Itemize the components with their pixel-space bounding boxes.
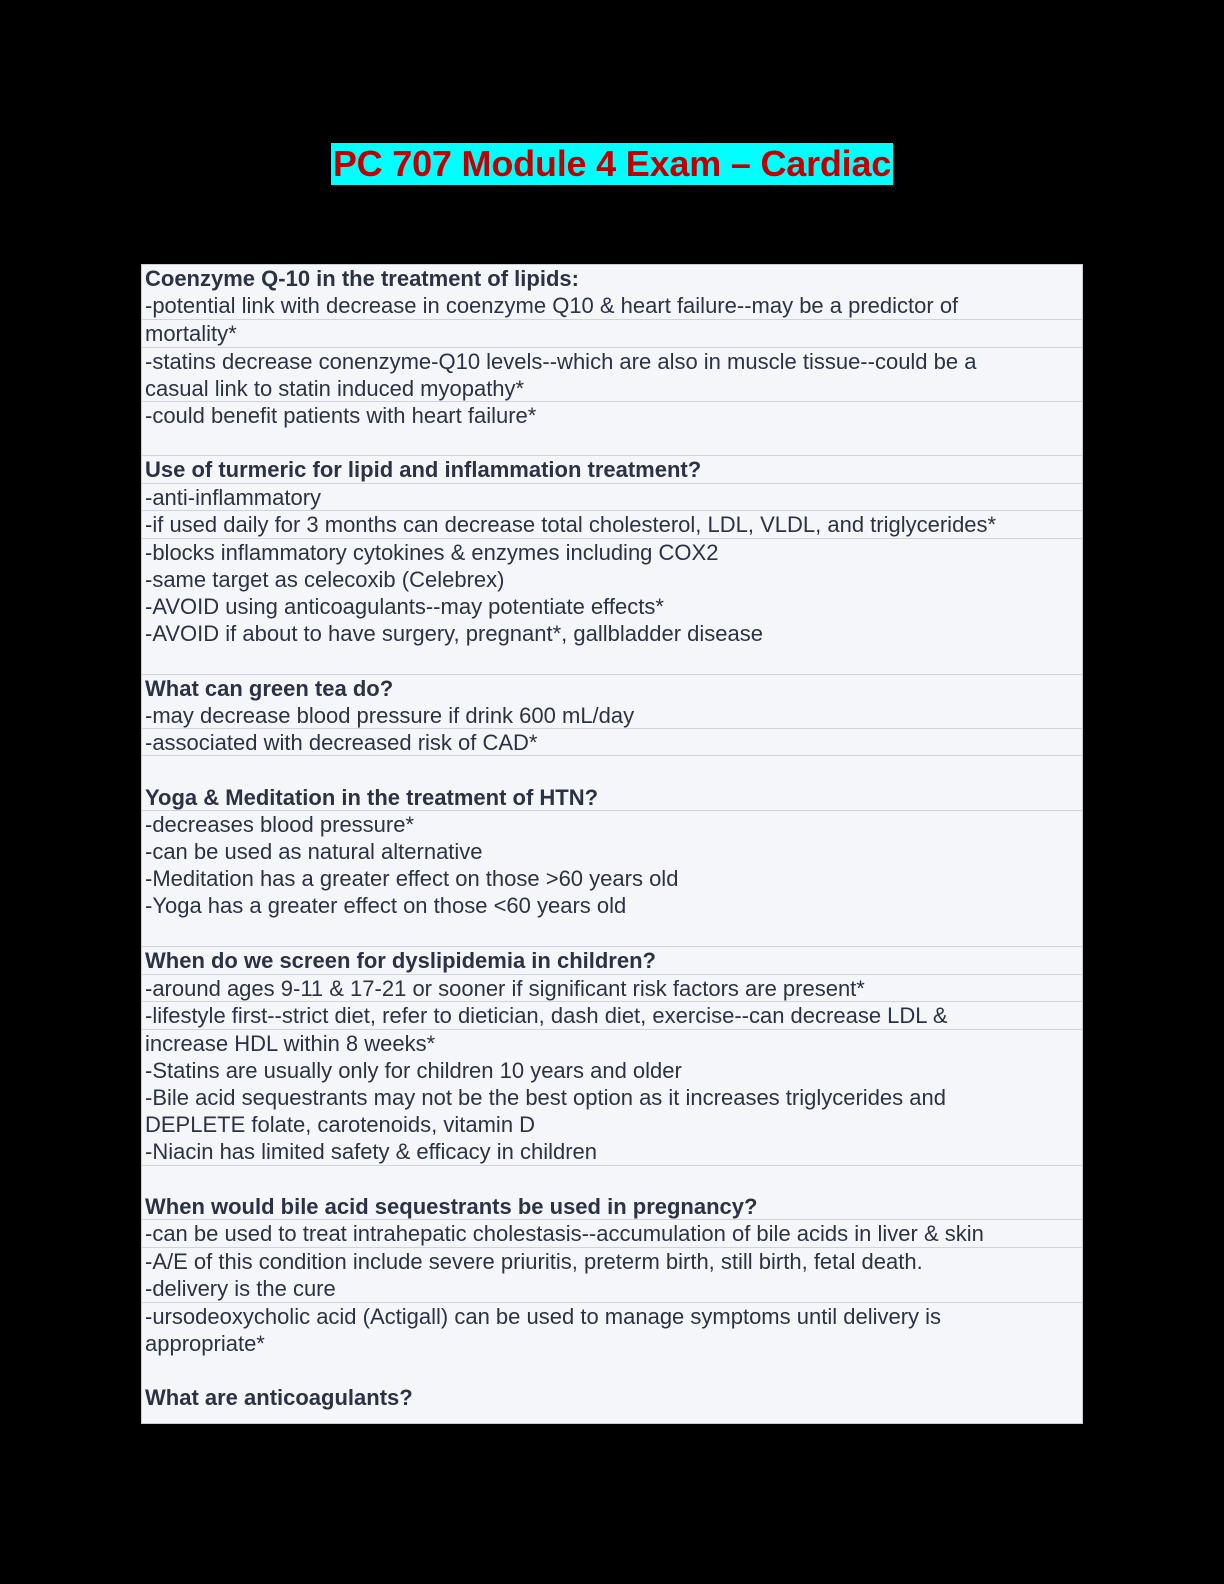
- title-wrap: [0, 143, 1224, 185]
- sheet-row: [142, 347, 1082, 401]
- sheet-row: [142, 1247, 1082, 1302]
- section-line: -associated with decreased risk of CAD*: [145, 730, 538, 755]
- section-line: -AVOID using anticoagulants--may potentiate effects*: [145, 594, 664, 619]
- section-line: -decreases blood pressure*: [145, 812, 415, 837]
- section-line: -A/E of this condition include severe priuritis, preterm birth, still birth, fetal death.: [145, 1249, 923, 1274]
- section-heading: When would bile acid sequestrants be used in pregnancy?: [145, 1194, 758, 1219]
- sheet-row: [142, 319, 1082, 347]
- sheet-row: [142, 1029, 1082, 1165]
- section-line: -Yoga has a greater effect on those <60 years old: [145, 893, 627, 918]
- sheet-row: [142, 455, 1082, 483]
- section-line: -delivery is the cure: [145, 1276, 336, 1301]
- section-heading: When do we screen for dyslipidemia in children?: [145, 948, 656, 973]
- sheet-row: [142, 946, 1082, 974]
- section-heading: What are anticoagulants?: [145, 1385, 413, 1410]
- sheet-row: [142, 510, 1082, 538]
- document-title: PC 707 Module 4 Exam – Cardiac: [332, 143, 892, 184]
- section-line: -ursodeoxycholic acid (Actigall) can be used to manage symptoms until delivery is: [145, 1304, 942, 1329]
- section-line: DEPLETE folate, carotenoids, vitamin D: [145, 1112, 536, 1137]
- sheet-row: [142, 1219, 1082, 1247]
- sheet-row: [142, 1165, 1082, 1219]
- section-line: -lifestyle first--strict diet, refer to dietician, dash diet, exercise--can decrease LDL &: [145, 1003, 948, 1028]
- section-line: -anti-inflammatory: [145, 485, 322, 510]
- section-line: -AVOID if about to have surgery, pregnant*, gallbladder disease: [145, 621, 763, 646]
- sheet-row: [142, 728, 1082, 755]
- section-line: appropriate*: [145, 1331, 265, 1356]
- section-line: -if used daily for 3 months can decrease total cholesterol, LDL, VLDL, and triglycerides*: [145, 512, 997, 537]
- section-line: -Niacin has limited safety & efficacy in children: [145, 1139, 598, 1164]
- section-line: -may decrease blood pressure if drink 600 mL/day: [145, 703, 635, 728]
- section-line: -Statins are usually only for children 10 years and older: [145, 1058, 682, 1083]
- section-heading: Use of turmeric for lipid and inflammation treatment?: [145, 457, 702, 482]
- sheet-row: [142, 265, 1082, 319]
- sheet-row: [142, 810, 1082, 946]
- section-line: -same target as celecoxib (Celebrex): [145, 567, 505, 592]
- section-line: -statins decrease conenzyme-Q10 levels--which are also in muscle tissue--could be a: [145, 349, 977, 374]
- section-heading: What can green tea do?: [145, 676, 394, 701]
- section-line: -could benefit patients with heart failure*: [145, 403, 537, 428]
- section-heading: Yoga & Meditation in the treatment of HTN?: [145, 785, 599, 810]
- section-line: -Bile acid sequestrants may not be the best option as it increases triglycerides and: [145, 1085, 946, 1110]
- section-line: -can be used as natural alternative: [145, 839, 483, 864]
- section-line: -blocks inflammatory cytokines & enzymes including COX2: [145, 540, 719, 565]
- section-heading: Coenzyme Q-10 in the treatment of lipids:: [145, 266, 579, 291]
- section-line: -Meditation has a greater effect on those >60 years old: [145, 866, 679, 891]
- section-line: mortality*: [145, 321, 237, 346]
- section-line: -potential link with decrease in coenzyme Q10 & heart failure--may be a predictor of: [145, 293, 959, 318]
- sheet-row: [142, 974, 1082, 1001]
- section-line: -around ages 9-11 & 17-21 or sooner if significant risk factors are present*: [145, 976, 865, 1001]
- section-line: -can be used to treat intrahepatic cholestasis--accumulation of bile acids in liver & skin: [145, 1221, 984, 1246]
- sheet-row: [142, 401, 1082, 455]
- section-line: increase HDL within 8 weeks*: [145, 1031, 436, 1056]
- sheet-row: [142, 1302, 1082, 1423]
- sheet-row: [142, 674, 1082, 728]
- sheet-row: [142, 538, 1082, 674]
- notes-sheet: [141, 264, 1083, 1424]
- sheet-row: [142, 1001, 1082, 1029]
- sheet-row: [142, 483, 1082, 510]
- section-line: casual link to statin induced myopathy*: [145, 376, 525, 401]
- sheet-row: [142, 755, 1082, 810]
